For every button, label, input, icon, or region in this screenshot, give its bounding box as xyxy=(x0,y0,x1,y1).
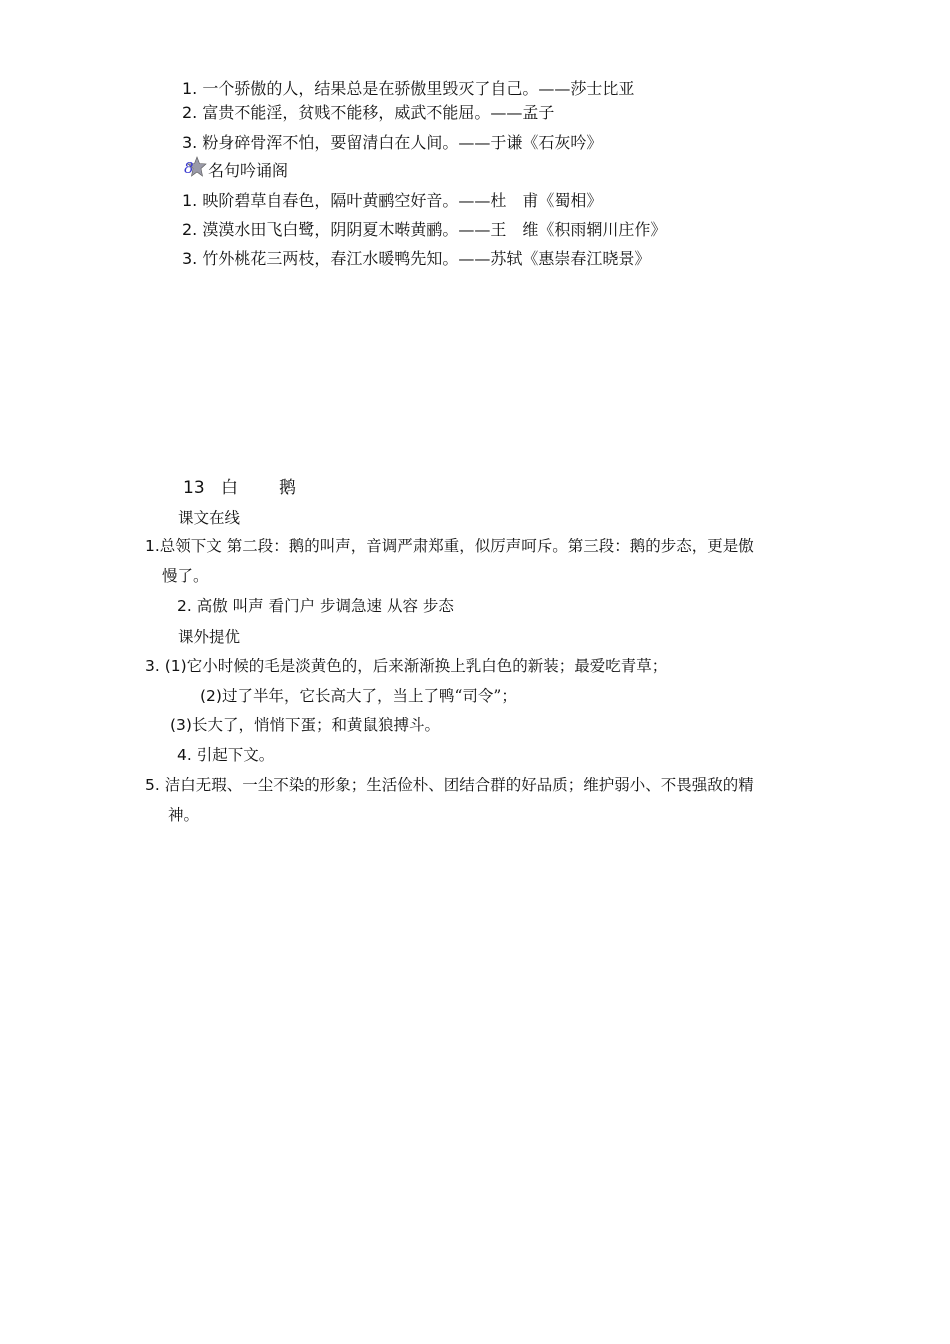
answer-text: 洁白无瑕、一尘不染的形象；生活俭朴、团结合群的好品质；维护弱小、不畏强敌的精 xyxy=(164,776,754,794)
answer-text: 总领下文 第二段：鹅的叫声，音调严肃郑重，似厉声呵斥。第三段：鹅的步态，更是傲 xyxy=(159,537,754,555)
answer-3-part-3 xyxy=(170,714,440,736)
quote-number: 1. xyxy=(182,79,198,98)
answer-number: 3. xyxy=(145,657,160,675)
answer-number: 1. xyxy=(145,537,160,555)
answer-text: 高傲 叫声 看门户 步调急速 从容 步态 xyxy=(196,597,454,615)
part-number: (3) xyxy=(170,716,192,734)
subheading-online: 课文在线 xyxy=(178,509,241,527)
answer-text: 长大了，悄悄下蛋；和黄鼠狼搏斗。 xyxy=(191,716,440,734)
answer-number: 4. xyxy=(177,746,192,764)
star-icon xyxy=(183,156,207,178)
section-heading: 名句吟诵阁 xyxy=(208,161,289,180)
svg-text:8: 8 xyxy=(184,159,194,177)
answer-text: 过了半年，它长高大了，当上了鸭“司令”； xyxy=(221,687,517,705)
famous-number: 2. xyxy=(182,220,198,239)
answer-1-line-1 xyxy=(145,535,754,557)
lesson-title xyxy=(183,477,296,499)
famous-line-3 xyxy=(182,248,650,270)
quote-text: 粉身碎骨浑不怕，要留清白在人间。——于谦《石灰吟》 xyxy=(202,133,603,152)
answer-5-line-2: 神。 xyxy=(168,806,200,824)
subheading-extra: 课外提优 xyxy=(178,628,241,646)
lesson-title-char-1: 白 xyxy=(221,478,238,498)
answer-3-part-1 xyxy=(145,655,667,677)
famous-number: 1. xyxy=(182,191,198,210)
quote-1 xyxy=(182,78,634,100)
famous-number: 3. xyxy=(182,249,198,268)
answer-4 xyxy=(177,744,274,766)
quote-number: 2. xyxy=(182,103,198,122)
answer-text: 它小时候的毛是淡黄色的，后来渐渐换上乳白色的新装；最爱吃青草； xyxy=(186,657,668,675)
answer-5-line-1 xyxy=(145,774,754,796)
part-number: (2) xyxy=(200,687,222,705)
famous-line-1 xyxy=(182,190,602,212)
answer-number: 2. xyxy=(177,597,192,615)
quote-text: 一个骄傲的人，结果总是在骄傲里毁灭了自己。——莎士比亚 xyxy=(202,79,635,98)
answer-1-line-2: 慢了。 xyxy=(162,567,209,585)
quote-3 xyxy=(182,132,602,154)
quote-text: 富贵不能淫，贫贱不能移，威武不能屈。——孟子 xyxy=(202,103,555,122)
famous-text: 竹外桃花三两枝，春江水暖鸭先知。——苏轼《惠崇春江晓景》 xyxy=(202,249,651,268)
famous-line-2 xyxy=(182,219,666,241)
answer-3-part-2 xyxy=(200,685,517,707)
quote-2 xyxy=(182,102,554,124)
famous-text: 漠漠水田飞白鹭，阴阴夏木啭黄鹂。——王 维《积雨辋川庄作》 xyxy=(202,220,667,239)
part-number: (1) xyxy=(164,657,187,675)
famous-text: 映阶碧草自春色，隔叶黄鹂空好音。——杜 甫《蜀相》 xyxy=(202,191,603,210)
lesson-number: 13 xyxy=(183,478,205,498)
answer-2 xyxy=(177,595,454,617)
quote-number: 3. xyxy=(182,133,198,152)
lesson-title-char-2: 鹅 xyxy=(279,478,296,498)
answer-text: 引起下文。 xyxy=(196,746,275,764)
answer-number: 5. xyxy=(145,776,160,794)
